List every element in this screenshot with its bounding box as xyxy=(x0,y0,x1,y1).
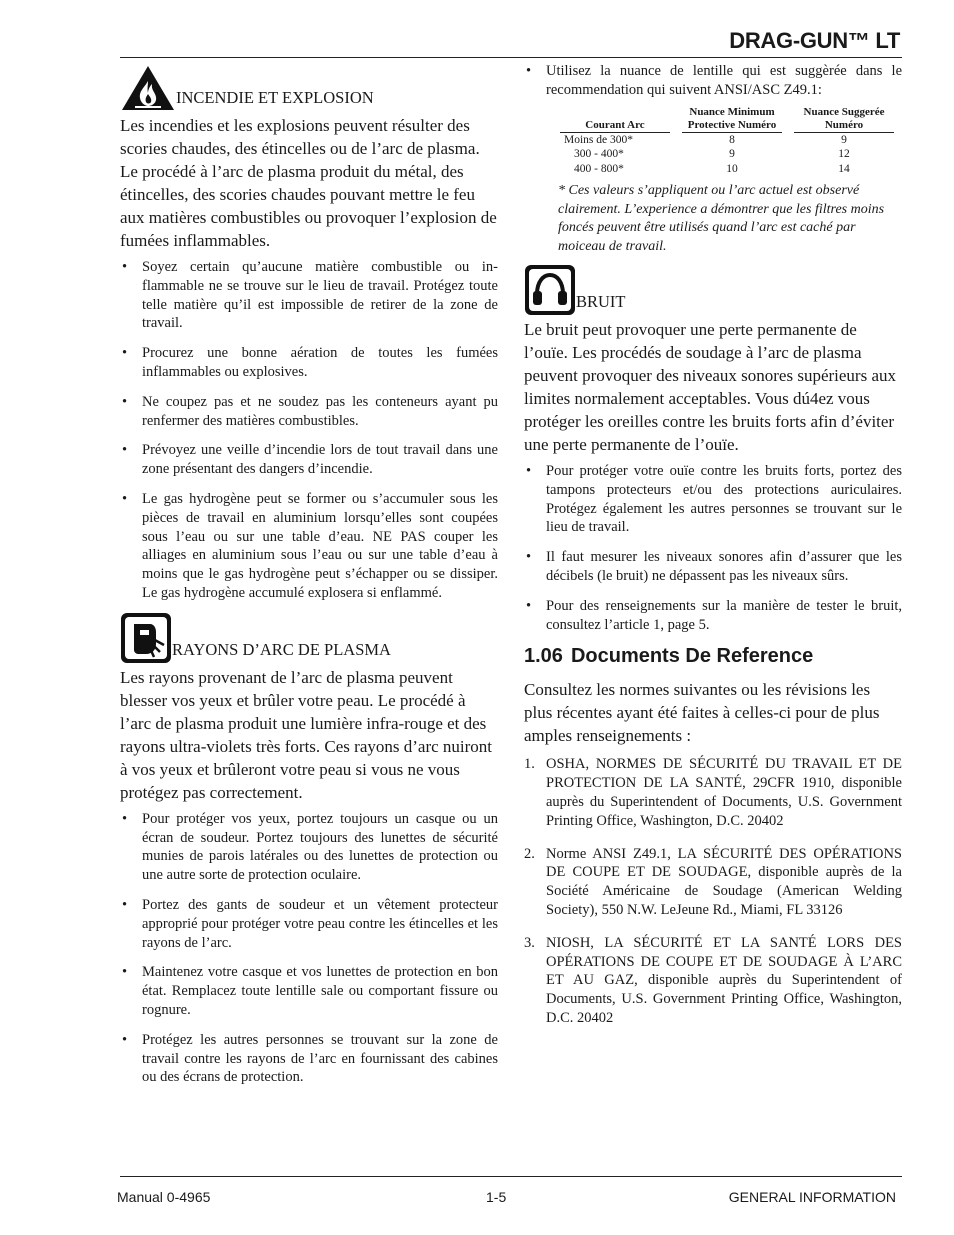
list-item: • Il faut mesurer les niveaux sonores afin d’assurer que les décibels (le bruit) ne dépassent pas les niveaux sûrs. xyxy=(524,548,902,586)
fire-hazard-heading xyxy=(120,64,498,112)
list-item: 1. OSHA, NORMES DE SÉCURITÉ DU TRAVAIL ET DE PROTECTION DE LA SANTÉ, 29CFR 1910, disponible auprès du Superintendent of Documents, U.S. Government Printing Office, Washington, D.C. 20402 xyxy=(524,756,902,829)
table-header: Nuance Minimum Protective Numéro xyxy=(676,106,788,133)
list-item: 2. Norme ANSI Z49.1, LA SÉCURITÉ DES OPÉRATIONS DE COUPE ET DE SOUDAGE, disponible auprès de la Société Américaine de Soudage (American Welding Society), 550 N.W. LeJeune Rd., Miami, FL 33126 xyxy=(524,845,902,919)
noise-heading xyxy=(524,264,902,316)
table-cell: 400 - 800* xyxy=(574,162,624,175)
footer-manual: Manual 0-4965 xyxy=(117,1189,211,1205)
table-cell: 12 xyxy=(838,148,850,161)
noise-bullet-list xyxy=(524,462,902,634)
list-item: • Procurez une bonne aération de toutes les fumées inflammables ou explosives. xyxy=(120,344,498,382)
noise-intro: Le bruit peut provoquer une perte permanente de l’ouïe. Les procédés de soudage à l’arc de plasma peuvent provoquer des niveaux sonores supérieurs aux limites normalement acceptables. Vous dú4ez vous protéger les oreilles contre les bruits forts afin d’éviter une perte permanente de l’ouïe. xyxy=(524,320,897,455)
table-cell: 14 xyxy=(838,162,850,175)
section-number: 1.06 xyxy=(524,645,563,668)
list-item: • Le gas hydrogène peut se former ou s’accumuler sous les pièces de travail en aluminium lorsqu’elles sont coupées sous l’eau ou sur une table d’eau. NE PAS couper les alliages en aluminium sous l’eau ou sur une table d’eau à moins que le gas hydrogène peut s’échapper ou se dissiper. Le gas hydrogène accumulé explosera si enflammé. xyxy=(120,490,498,603)
arc-rays-icon xyxy=(120,612,172,664)
arc-rays-title: RAYONS D’ARC DE PLASMA xyxy=(172,639,391,659)
left-column xyxy=(120,64,498,1098)
list-item: • Portez des gants de soudeur et un vêtement protecteur approprié pour protéger votre peau contre les étincelles et les rayons de l’arc. xyxy=(120,896,498,952)
fire-hazard-title: INCENDIE ET EXPLOSION xyxy=(176,88,374,107)
ear-protection-icon xyxy=(524,264,576,316)
table-cell: 10 xyxy=(726,162,738,175)
list-item: • Pour protéger vos yeux, portez toujours un casque ou un écran de soudeur. Portez toujours des lunettes de sécurité munies de parois latérales ou des lunettes de protection ou une autre sorte de protection oculaire. xyxy=(120,810,498,885)
list-item: • Utilisez la nuance de lentille qui est suggèrée dans le recommendation qui suivent ANSI/ASC Z49.1: xyxy=(524,62,902,100)
footer-rule xyxy=(120,1176,902,1177)
footer-section: GENERAL INFORMATION xyxy=(728,1189,896,1205)
section-heading xyxy=(524,645,902,668)
table-row xyxy=(554,162,900,177)
noise-title: BRUIT xyxy=(576,292,626,312)
table-row xyxy=(554,147,900,162)
list-item: • Soyez certain qu’aucune matière combustible ou inflammable ne se trouve sur le lieu de travail. Protégez toute telle matière qu’il est impossible de retirer de la zone de travail. xyxy=(120,258,498,333)
lens-shade-table xyxy=(554,106,900,177)
list-item: • Prévoyez une veille d’incendie lors de tout travail dans une zone présentant des dangers d’incendie. xyxy=(120,441,498,479)
table-note: * Ces valeurs s’appliquent ou l’arc actuel est observé clairement. L’experience a démontrer que les filtres moins foncés peuvent être utilisés quand l’arc est caché par moiceau de travail. xyxy=(558,183,885,254)
fire-hazard-icon xyxy=(120,64,176,112)
table-cell: 9 xyxy=(841,133,847,146)
fire-bullet-list xyxy=(120,258,498,603)
list-item: • Maintenez votre casque et vos lunettes de protection en bon état. Remplacez toute lentille sale ou comportant fissure ou rognure. xyxy=(120,963,498,1019)
brand-title: DRAG-GUN™ LT xyxy=(729,28,900,53)
list-item: • Protégez les autres personnes se trouvant sur la zone de travail contre les rayons de l’arc en fournissant des cabines ou des écrans de protection. xyxy=(120,1031,498,1087)
lens-bullet-list xyxy=(524,62,902,100)
table-cell: Moins de 300* xyxy=(564,133,633,146)
list-item: • Pour protéger votre ouïe contre les bruits forts, portez des tampons protecteurs et/ou des protections auriculaires. Protégez également les autres personnes se trouvant sur le lieu de travail. xyxy=(524,462,902,537)
arc-rays-heading xyxy=(120,612,498,664)
table-cell: 9 xyxy=(729,148,735,161)
footer-page-number: 1-5 xyxy=(486,1189,507,1205)
list-item: • Pour des renseignements sur la manière de tester le bruit, consultez l’article 1, page 5. xyxy=(524,597,902,635)
arc-rays-intro: Les rayons provenant de l’arc de plasma peuvent blesser vos yeux et brûler votre peau. Le procédé à l’arc de plasma produit une lumière infra-rouge et des rayons ultra-violets très forts. Ces rayons d’arc nuiront à vos yeux et brûleront votre peau si vous ne vous protégez pas correctement. xyxy=(120,667,493,802)
list-item: 3. NIOSH, LA SÉCURITÉ ET LA SANTÉ LORS DES OPÉRATIONS DE COUPE ET DE SOUDAGE À L’ARC ET AU GAZ, disponible auprès du Superintendent of Documents, U.S. Government Printing Office, Washington, D.C. 20402 xyxy=(524,934,902,1027)
section-title: Documents De Reference xyxy=(570,645,814,668)
table-header: Courant Arc xyxy=(554,106,676,133)
reference-list xyxy=(524,755,902,1027)
arc-rays-bullet-list xyxy=(120,810,498,1087)
header-rule xyxy=(120,57,902,58)
table-header: Nuance Suggerée Numéro xyxy=(788,106,900,133)
table-row xyxy=(554,133,900,148)
section-intro: Consultez les normes suivantes ou les révisions les plus récentes ayant été faites à celles-ci pour de plus amples renseignements : xyxy=(524,680,880,746)
right-column xyxy=(524,62,902,1042)
table-cell: 300 - 400* xyxy=(574,148,624,161)
list-item: • Ne coupez pas et ne soudez pas les conteneurs ayant pu renfermer des matières combustibles. xyxy=(120,393,498,431)
table-cell: 8 xyxy=(729,133,735,146)
fire-intro: Les incendies et les explosions peuvent résulter des scories chaudes, des étincelles ou de l’arc de plasma. Le procédé à l’arc de plasma produit du métal, des étincelles, des scories chaudes pouvant mettre le feu aux matières combustibles ou provoquer l’explosion de fumées inflammables. xyxy=(120,116,497,250)
